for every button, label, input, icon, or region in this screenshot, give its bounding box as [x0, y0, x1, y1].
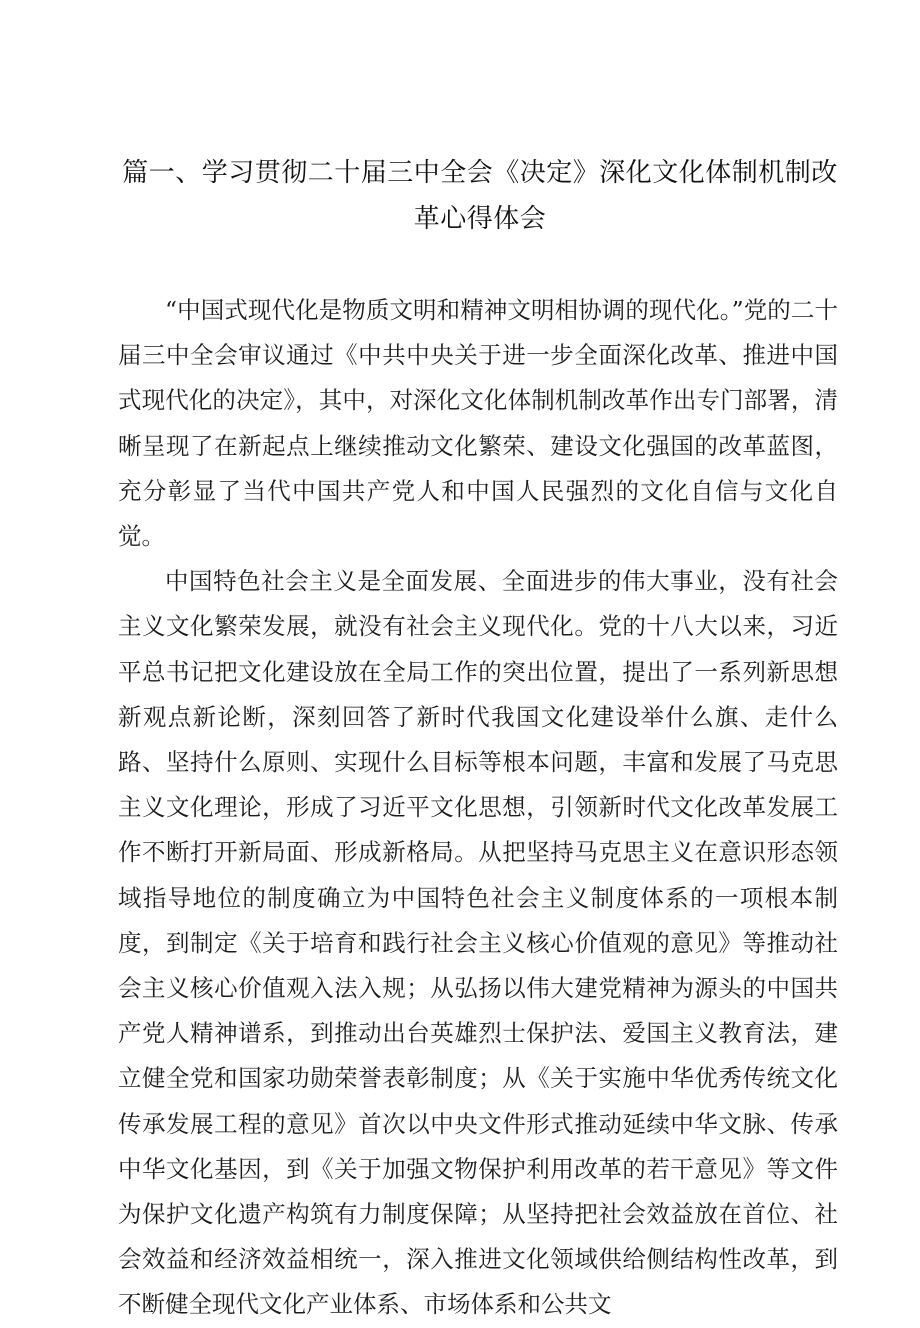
document-body: [118, 288, 838, 1328]
paragraph-2: 中国特色社会主义是全面发展、全面进步的伟大事业，没有社会主义文化繁荣发展，就没有社会主义现代化。党的十八大以来，习近平总书记把文化建设放在全局工作的突出位置，提出了一系列新思想新观点新论断，深刻回答了新时代我国文化建设举什么旗、走什么路、坚持什么原则、实现什么目标等根本问题，丰富和发展了马克思主义文化理论，形成了习近平文化思想，引领新时代文化改革发展工作不断打开新局面、形成新格局。从把坚持马克思主义在意识形态领域指导地位的制度确立为中国特色社会主义制度体系的一项根本制度，到制定《关于培育和践行社会主义核心价值观的意见》等推动社会主义核心价值观入法入规；从弘扬以伟大建党精神为源头的中国共产党人精神谱系，到推动出台英雄烈士保护法、爱国主义教育法，建立健全党和国家功勋荣誉表彰制度；从《关于实施中华优秀传统文化传承发展工程的意见》首次以中央文件形式推动延续中华文脉、传承中华文化基因，到《关于加强文物保护利用改革的若干意见》等文件为保护文化遗产构筑有力制度保障；从坚持把社会效益放在首位、社会效益和经济效益相统一，深入推进文化领域供给侧结构性改革，到不断健全现代文化产业体系、市场体系和公共文: [118, 567, 838, 1319]
paragraph-1: “中国式现代化是物质文明和精神文明相协调的现代化。”党的二十届三中全会审议通过《中共中央关于进一步全面深化改革、推进中国式现代化的决定》，其中，对深化文化体制机制改革作出专门部署，清晰呈现了在新起点上继续推动文化繁荣、建设文化强国的改革蓝图，充分彰显了当代中国共产党人和中国人民强烈的文化自信与文化自觉。: [118, 296, 838, 551]
document-title: 篇一、学习贯彻二十届三中全会《决定》深化文化体制机制改革心得体会: [122, 158, 838, 234]
